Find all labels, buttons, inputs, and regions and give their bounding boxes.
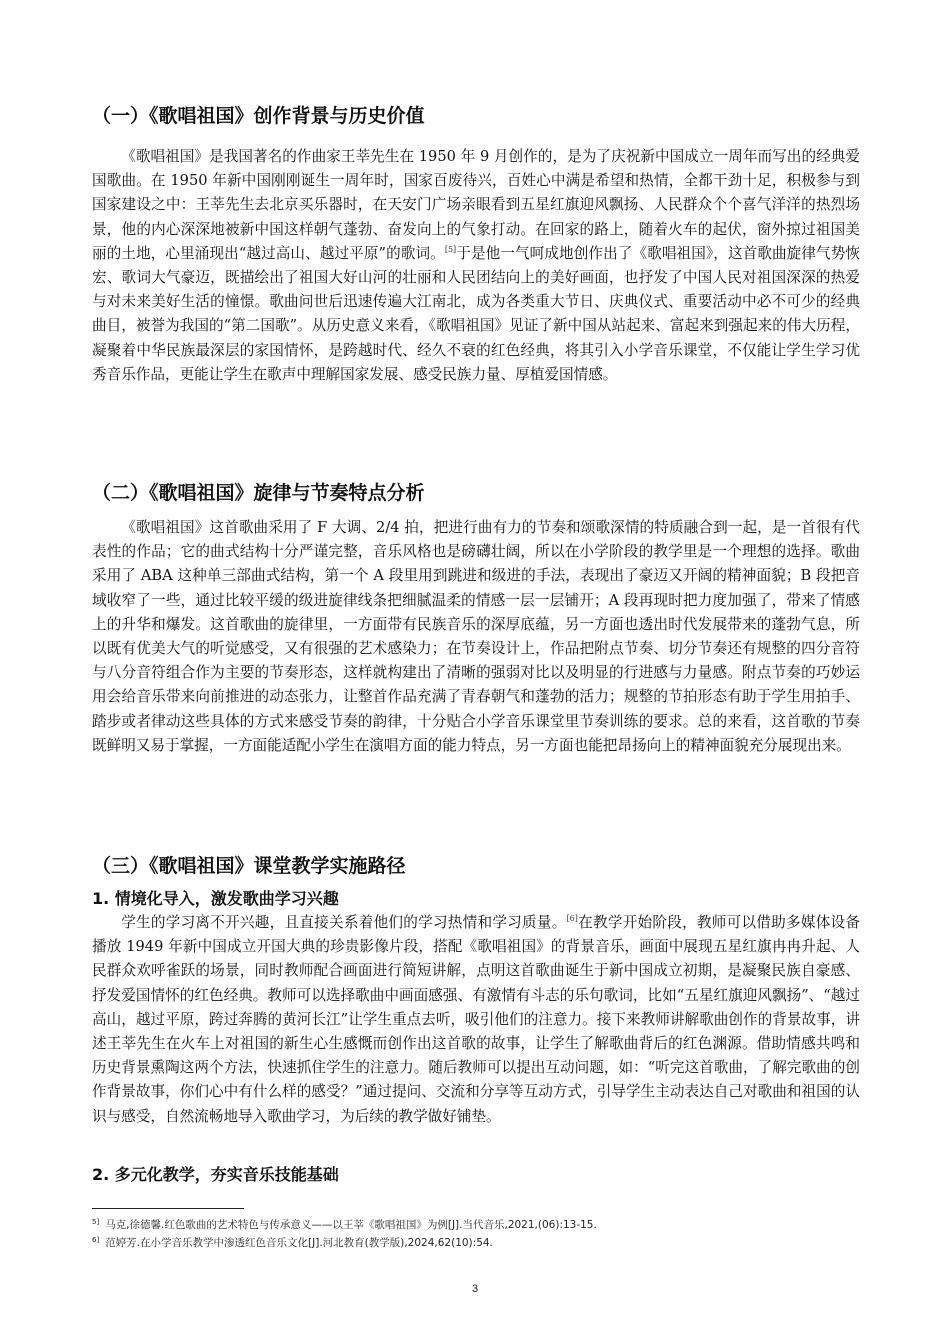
section-2-heading: （二）《歌唱祖国》旋律与节奏特点分析: [92, 482, 425, 504]
section-1-text-part-1: 《歌唱祖国》是我国著名的作曲家王莘先生在 1950 年 9 月创作的，是为了庆祝新中国成立一周年而写出的经典爱国歌曲。在 1950 年新中国刚刚诞生一周年时，国家百废待兴，百姓心中满是希望和热情，全都干劲十足，积极参与到国家建设之中：王莘先生去北京买乐器时，在天安门广场亲眼看到五星红旗迎风飘扬、人民群众个个喜气洋洋的热烈场景，他的内心深深地被新中国这样朝气蓬勃、奋发向上的气象打动。在回家的路上，随着火车的起伏，窗外掠过祖国美丽的土地，心里涌现出“越过高山、越过平原”的歌词。: [92, 148, 860, 262]
section-2-paragraph: 《歌唱祖国》这首歌曲采用了 F 大调、2/4 拍，把进行曲有力的节奏和颂歌深情的特质融合到一起，是一首很有代表性的作品；它的曲式结构十分严谨完整，音乐风格也是磅礴壮阔，所以在小学阶段的教学里是一个理想的选择。歌曲采用了 ABA 这种单三部曲式结构，第一个 A 段里用到跳进和级进的手法，表现出了豪迈又开阔的精神面貌；B 段把音域收窄了一些，通过比较平缓的级进旋律线条把细腻温柔的情感一层一层铺开；A 段再现时把力度加强了，带来了情感上的升华和爆发。这首歌曲的旋律里，一方面带有民族音乐的深厚底蕴，另一方面也透出时代发展带来的蓬勃气息，所以既有优美大气的听觉感受，又有很强的艺术感染力；在节奏设计上，作品把附点节奏、切分节奏还有规整的四分音符与八分音符组合作为主要的节奏形态，这样就构建出了清晰的强弱对比以及明显的行进感与力量感。附点节奏的巧妙运用会给音乐带来向前推进的动态张力，让整首作品充满了青春朝气和蓬勃的活力；规整的节拍形态有助于学生用拍手、踏步或者律动这些具体的方式来感受节奏的韵律，十分贴合小学音乐课堂里节奏训练的要求。总的来看，这首歌的节奏既鲜明又易于掌握，一方面能适配小学生在演唱方面的能力特点，另一方面也能把昂扬向上的精神面貌充分展现出来。: [92, 519, 860, 754]
section-1-heading: （一）《歌唱祖国》创作背景与历史价值: [92, 105, 425, 127]
citation-6: [6]: [566, 914, 578, 924]
footnote-5: [92, 1218, 872, 1233]
footnote-5-text: 马克,徐德馨.红色歌曲的艺术特色与传承意义——以王莘《歌唱祖国》为例[J].当代音乐,2021,(06):13-15.: [105, 1219, 597, 1231]
footnote-6-mark: 6]: [92, 1235, 100, 1244]
footnote-6: [92, 1236, 872, 1251]
subsection-1-heading: 1. 情境化导入，激发歌曲学习兴趣: [92, 889, 339, 908]
subsection-1-text-part-1: 学生的学习离不开兴趣，且直接关系着他们的学习热情和学习质量。: [121, 914, 567, 931]
subsection-2-heading: 2. 多元化教学，夯实音乐技能基础: [92, 1165, 339, 1184]
footnote-6-text: 范婷芳.在小学音乐教学中渗透红色音乐文化[J].河北教育(教学版),2024,62(10):54.: [105, 1237, 493, 1249]
page-number: 3: [471, 1283, 479, 1295]
subsection-1-text-part-2: 在教学开始阶段，教师可以借助多媒体设备播放 1949 年新中国成立开国大典的珍贵影像片段，搭配《歌唱祖国》的背景音乐，画面中展现五星红旗冉冉升起、人民群众欢呼雀跃的场景，同时教师配合画面进行简短讲解，点明这首歌曲诞生于新中国成立初期，是凝聚民族自豪感、抒发爱国情怀的红色经典。教师可以选择歌曲中画面感强、有激情有斗志的乐句歌词，比如“五星红旗迎风飘扬”、“越过高山，越过平原，跨过奔腾的黄河长江”让学生重点去听，吸引他们的注意力。接下来教师讲解歌曲创作的背景故事，讲述王莘先生在火车上对祖国的新生心生感慨而创作出这首歌的故事，让学生了解歌曲背后的红色渊源。借助情感共鸣和历史背景熏陶这两个方法，快速抓住学生的注意力。随后教师可以提出互动问题，如：“听完这首歌曲，了解完歌曲的创作背景故事，你们心中有什么样的感受？”通过提问、交流和分享等互动方式，引导学生主动表达自己对歌曲和祖国的认识与感受，自然流畅地导入歌曲学习，为后续的教学做好铺垫。: [92, 914, 860, 1125]
section-1-paragraph: [92, 145, 860, 387]
citation-5: [5]: [444, 244, 457, 254]
section-1-text-part-2: 于是他一气呵成地创作出了《歌唱祖国》，这首歌曲旋律气势恢宏、歌词大气豪迈，既描绘出了祖国大好山河的壮丽和人民团结向上的美好画面，也抒发了中国人民对祖国深深的热爱与对未来美好生活的憧憬。歌曲问世后迅速传遍大江南北，成为各类重大节日、庆典仪式、重要活动中必不可少的经典曲目，被誉为我国的“第二国歌”。从历史意义来看，《歌唱祖国》见证了新中国从站起来、富起来到强起来的伟大历程，凝聚着中华民族最深层的家国情怀，是跨越时代、经久不衰的红色经典，将其引入小学音乐课堂，不仅能让学生学习优秀音乐作品，更能让学生在歌声中理解国家发展、感受民族力量、厚植爱国情感。: [92, 244, 861, 383]
footnote-5-mark: 5]: [92, 1217, 100, 1226]
footnote-divider: [92, 1208, 244, 1209]
section-3-heading: （三）《歌唱祖国》课堂教学实施路径: [92, 855, 406, 877]
subsection-1-paragraph: [92, 911, 860, 1129]
